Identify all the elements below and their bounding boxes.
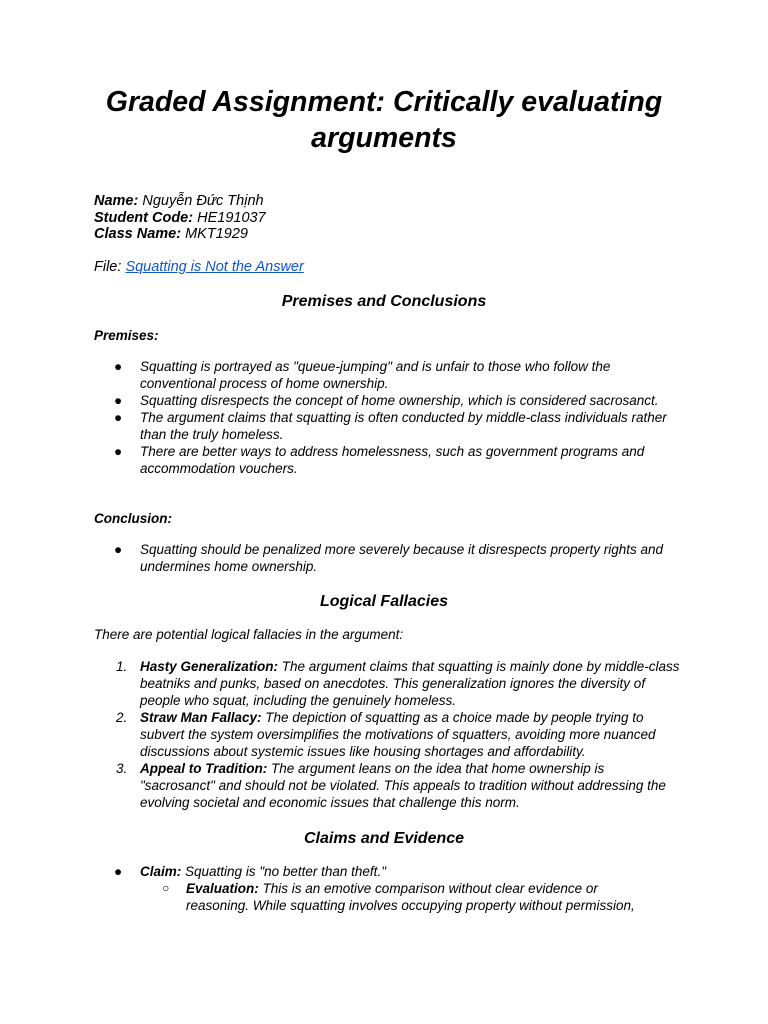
name-label: Name: bbox=[94, 193, 139, 209]
claim-text: Squatting is "no better than theft." bbox=[181, 864, 386, 879]
file-link[interactable]: Squatting is Not the Answer bbox=[125, 259, 304, 275]
bullet-icon: ● bbox=[114, 444, 123, 459]
student-code-label: Student Code: bbox=[94, 209, 194, 226]
fallacy-name: Appeal to Tradition: bbox=[140, 761, 268, 776]
class-name: MKT1929 bbox=[185, 226, 248, 242]
fallacy-text: The argument leans on the idea that home ownership is "sacrosanct" and should not be violated. This appeals to tradition without addressing the evolving societal and economic issues that challenge this norm. bbox=[140, 761, 666, 810]
list-item bbox=[94, 409, 680, 443]
page-title: Graded Assignment: Critically evaluating arguments bbox=[105, 86, 663, 154]
evaluation-label: Evaluation: bbox=[186, 881, 259, 896]
fallacy-text: The depiction of squatting as a choice made by people trying to subvert the system oversimplifies the motivations of squatters, avoiding more nuanced discussions about systemic issues like housing shortages and affordability. bbox=[140, 710, 656, 759]
student-code: HE191037 bbox=[197, 209, 266, 226]
claim-label: Claim: bbox=[140, 864, 182, 879]
logical-fallacies-heading: Logical Fallacies bbox=[319, 593, 449, 610]
student-info bbox=[94, 193, 266, 243]
fallacy-name: Straw Man Fallacy: bbox=[140, 710, 262, 725]
premises-list bbox=[94, 358, 680, 477]
evaluation-text: This is an emotive comparison without clear evidence or reasoning. While squatting involves occupying property without permission, bbox=[186, 881, 635, 913]
premise-text: Squatting disrespects the concept of home ownership, which is considered sacrosanct. bbox=[140, 393, 659, 408]
name-line bbox=[94, 193, 266, 210]
class-name-line bbox=[94, 226, 266, 243]
conclusion-list bbox=[94, 541, 680, 575]
list-item bbox=[94, 760, 680, 811]
conclusion-label: Conclusion: bbox=[94, 511, 172, 526]
bullet-icon: ● bbox=[114, 410, 123, 425]
file-label: File: bbox=[94, 259, 122, 275]
fallacy-name: Hasty Generalization: bbox=[140, 659, 279, 674]
claims-evidence-heading: Claims and Evidence bbox=[303, 830, 465, 847]
student-name: Nguyễn Đức Thịnh bbox=[142, 193, 264, 209]
class-name-label: Class Name: bbox=[94, 226, 182, 242]
list-item bbox=[94, 658, 680, 709]
conclusion-text: Squatting should be penalized more severely because it disrespects property rights and undermines home ownership. bbox=[140, 542, 664, 574]
list-item bbox=[94, 541, 680, 575]
claims-list bbox=[94, 863, 680, 914]
list-item bbox=[94, 709, 680, 760]
bullet-icon: ● bbox=[114, 359, 123, 374]
hollow-bullet-icon: ○ bbox=[162, 881, 170, 895]
fallacies-list bbox=[94, 658, 680, 811]
bullet-icon: ● bbox=[114, 864, 123, 879]
list-number: 2. bbox=[116, 710, 128, 725]
list-item bbox=[94, 863, 680, 880]
list-number: 3. bbox=[116, 761, 128, 776]
list-number: 1. bbox=[116, 659, 128, 674]
bullet-icon: ● bbox=[114, 542, 123, 557]
file-line bbox=[94, 258, 304, 276]
bullet-icon: ● bbox=[114, 393, 123, 408]
premise-text: The argument claims that squatting is often conducted by middle-class individuals rather than the truly homeless. bbox=[140, 410, 667, 442]
fallacies-intro: There are potential logical fallacies in the argument: bbox=[94, 627, 404, 642]
premises-label: Premises: bbox=[94, 328, 159, 343]
list-item bbox=[94, 880, 660, 914]
premise-text: There are better ways to address homelessness, such as government programs and accommodation vouchers. bbox=[140, 444, 645, 476]
list-item bbox=[94, 392, 680, 409]
student-code-line bbox=[94, 210, 266, 227]
list-item bbox=[94, 443, 680, 477]
list-item bbox=[94, 358, 680, 392]
premises-conclusions-heading: Premises and Conclusions bbox=[281, 293, 487, 310]
premise-text: Squatting is portrayed as "queue-jumping" and is unfair to those who follow the conventional process of home ownership. bbox=[140, 359, 611, 391]
fallacy-text: The argument claims that squatting is mainly done by middle-class beatniks and punks, based on anecdotes. This generalization ignores the diversity of people who squat, including the genuinely homeless. bbox=[140, 659, 680, 708]
